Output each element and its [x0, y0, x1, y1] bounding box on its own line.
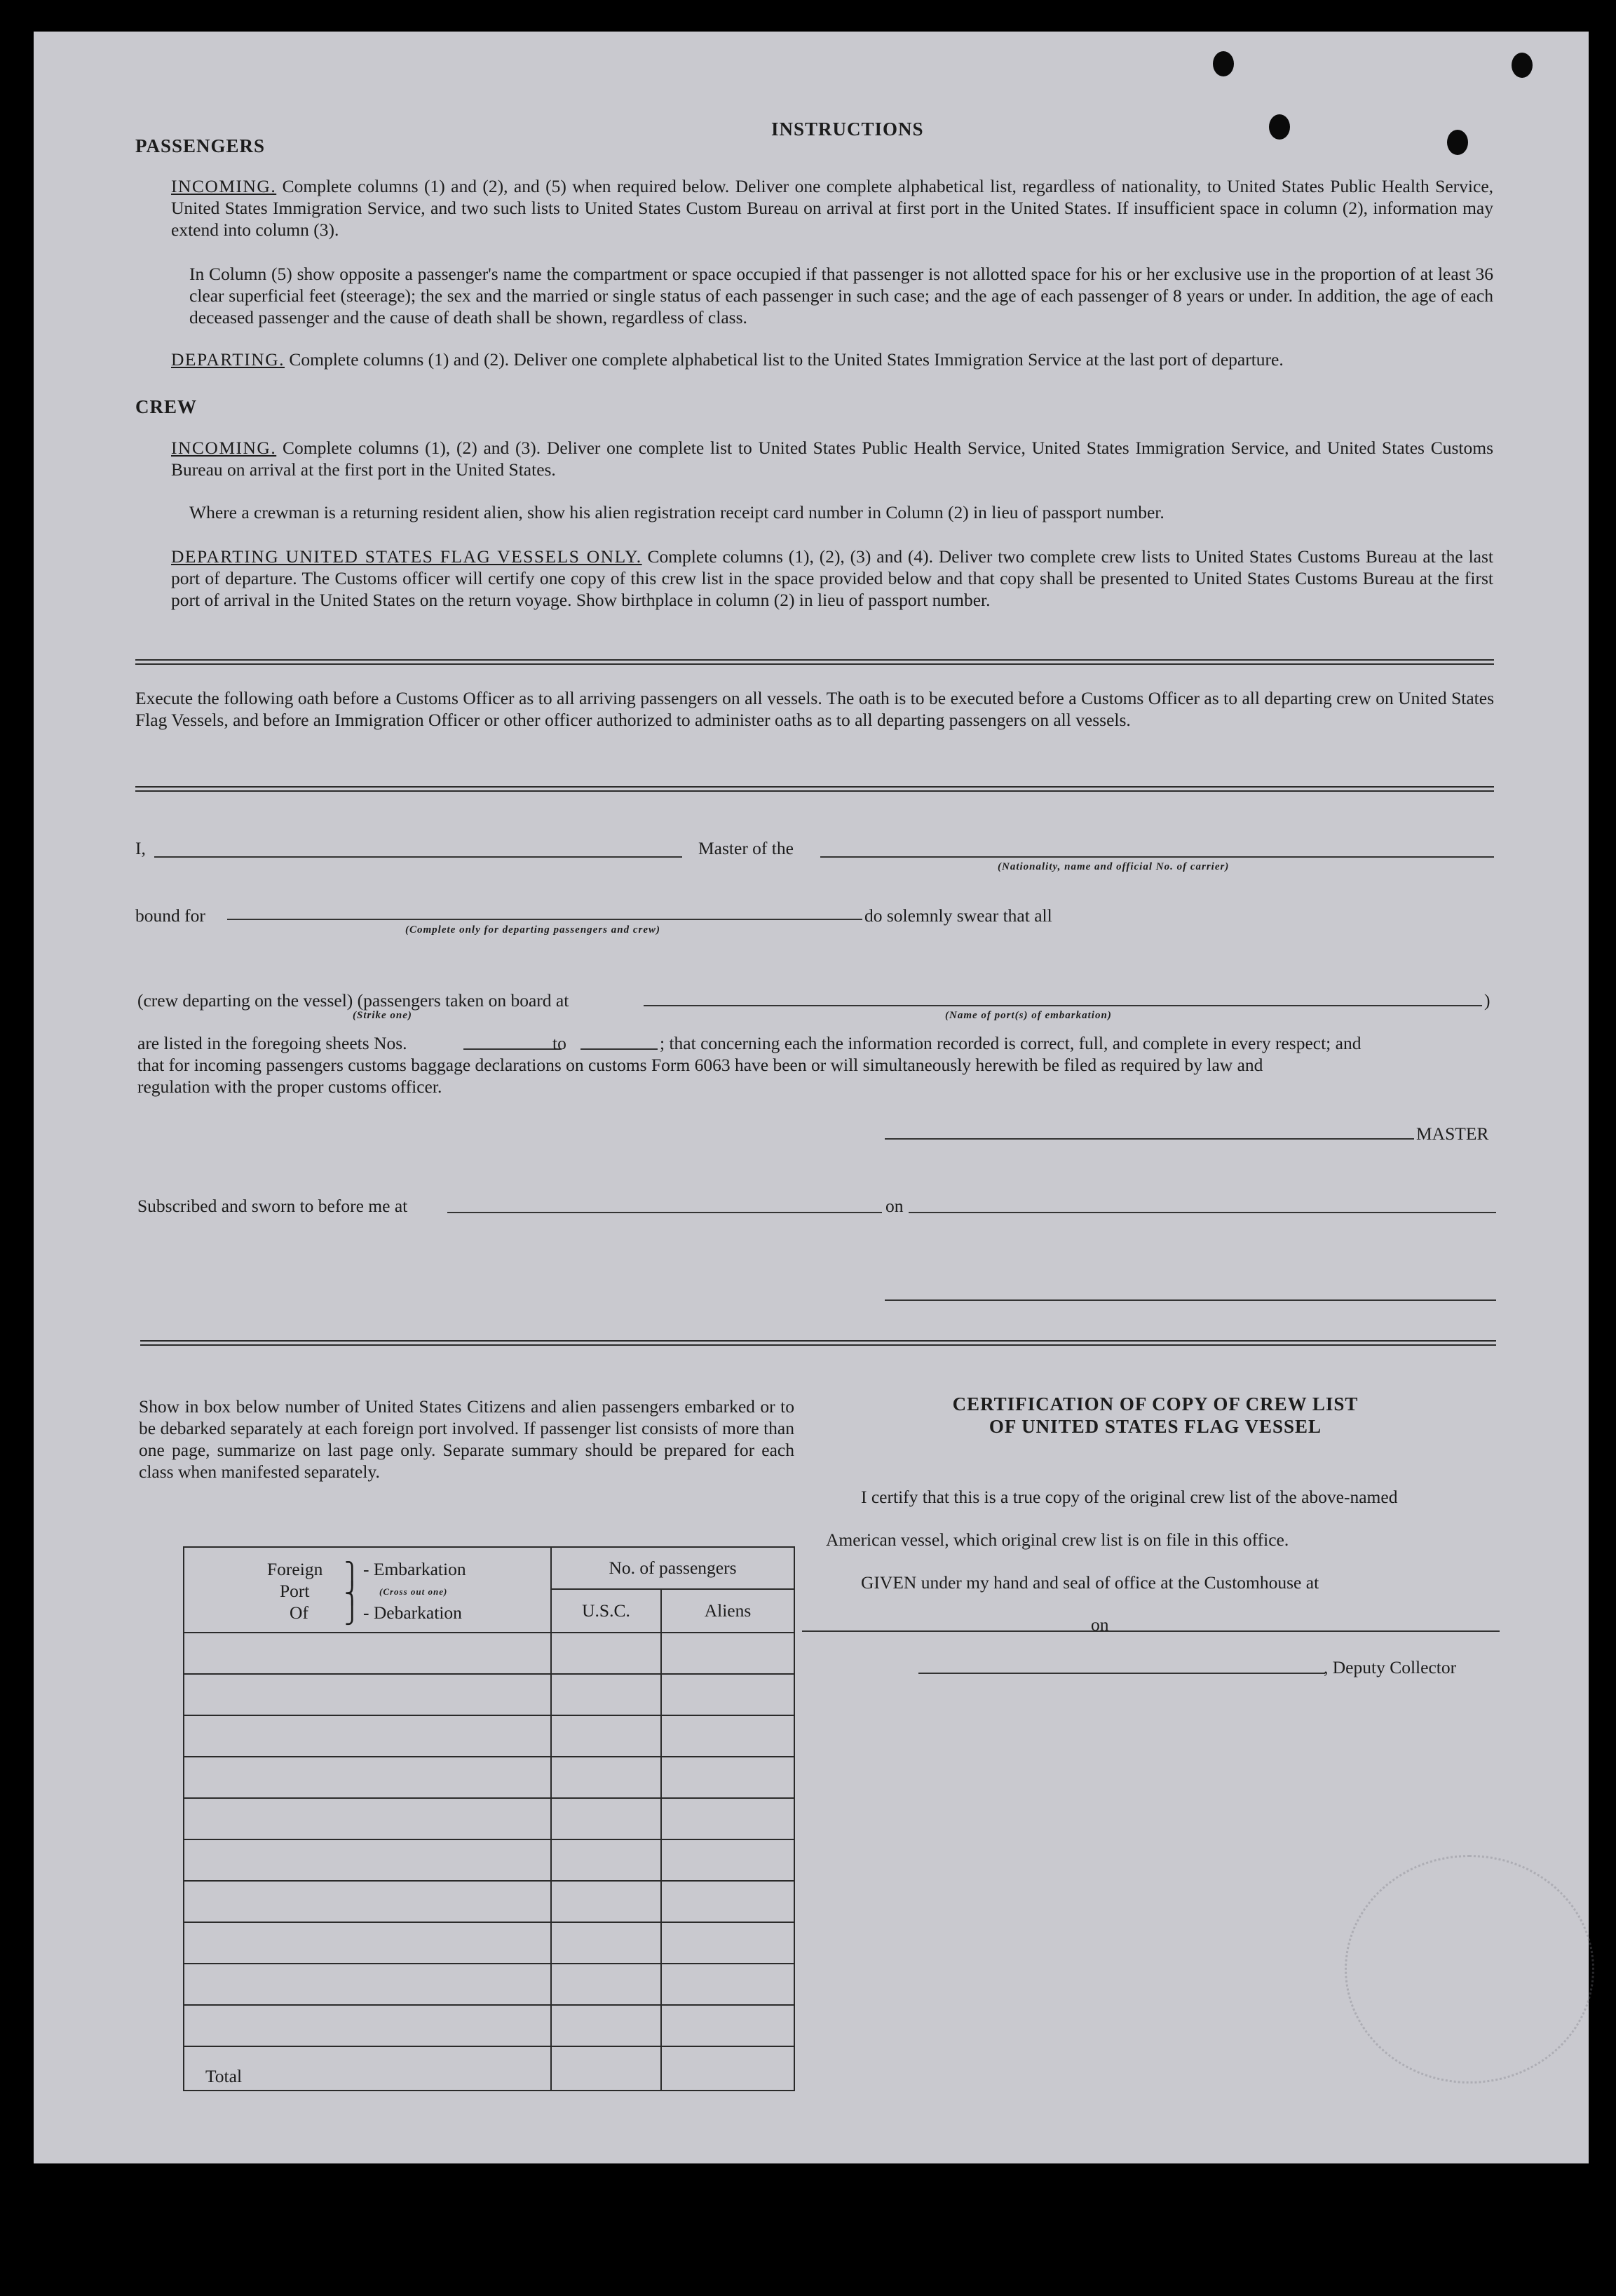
deputy-signature-field[interactable] — [918, 1673, 1325, 1674]
port-label: Port — [280, 1581, 310, 1601]
subscribed-label: Subscribed and sworn to before me at — [137, 1196, 408, 1216]
total-label-cell — [184, 2046, 551, 2091]
aliens-cell[interactable] — [661, 1798, 794, 1839]
sheet-to-field[interactable] — [580, 1048, 658, 1050]
port-cell[interactable] — [184, 1757, 551, 1798]
crew-departing-text: Complete columns (1), (2), (3) and (4). Deliver two complete crew lists to United States Customs Bureau at the last port of departure. The Customs officer will certify one copy of this crew list in the space provided below and that copy shall be presented to United States Customs Bureau at the first port of arrival in the United States on the return voyage. Show birthplace in column (2) in lieu of passport number. — [171, 546, 1493, 610]
sworn-place-field[interactable] — [447, 1212, 882, 1213]
embarkation-ports-field[interactable] — [644, 1005, 1482, 1006]
crew-incoming-paragraph — [171, 437, 1493, 480]
table-row — [184, 1922, 794, 1964]
port-cell[interactable] — [184, 1881, 551, 1922]
passengers-departing-label: DEPARTING. — [171, 349, 285, 370]
summary-instructions: Show in box below number of United States Citizens and alien passengers embarked or to be debarked separately at each foreign port involved. If passenger list consists of more than one page, summarize on last page only. Separate summary should be prepared for each class when manifested separately. — [139, 1396, 794, 1482]
customhouse-field[interactable] — [802, 1630, 1125, 1632]
strike-caption: (Strike one) — [353, 1010, 412, 1021]
total-label: Total — [205, 2066, 243, 2086]
master-name-field[interactable] — [154, 856, 682, 858]
close-paren: ) — [1484, 990, 1491, 1011]
punch-hole — [1213, 51, 1234, 76]
aliens-cell[interactable] — [661, 1922, 794, 1964]
ports-caption: (Name of port(s) of embarkation) — [945, 1010, 1112, 1021]
aliens-header — [661, 1589, 794, 1633]
passengers-incoming-text: Complete columns (1) and (2), and (5) when required below. Deliver one complete alphabetical list, regardless of nationality, to United States Public Health Service, United States Immigration Service, and two such lists to United States Custom Bureau on arrival at first port in the United States. If insufficient space in column (2), information may extend into column (3). — [171, 176, 1494, 240]
table-row — [184, 2005, 794, 2046]
total-row — [184, 2046, 794, 2091]
deputy-collector-label: , Deputy Collector — [1324, 1657, 1457, 1677]
crew-departing-paragraph — [171, 546, 1493, 611]
customs-seal-stamp — [1345, 1855, 1594, 2084]
table-row — [184, 1881, 794, 1922]
port-cell[interactable] — [184, 2005, 551, 2046]
of-label: Of — [290, 1602, 308, 1623]
usc-cell[interactable] — [551, 1881, 661, 1922]
sworn-on-label: on — [885, 1196, 904, 1216]
bound-for-caption: (Complete only for departing passengers and crew) — [405, 924, 660, 936]
usc-cell[interactable] — [551, 1674, 661, 1715]
usc-cell[interactable] — [551, 1757, 661, 1798]
aliens-cell[interactable] — [661, 1881, 794, 1922]
section-divider — [135, 659, 1494, 665]
passengers-incoming-label: INCOMING. — [171, 176, 277, 196]
table-row — [184, 1839, 794, 1881]
oath-line-2: that for incoming passengers customs baggage declarations on customs Form 6063 have been or will simultaneously herewith be filed as required by law and — [137, 1055, 1263, 1075]
usc-cell[interactable] — [551, 1964, 661, 2005]
aliens-cell[interactable] — [661, 2005, 794, 2046]
swear-label: do solemnly swear that all — [864, 905, 1052, 926]
master-of-the-label: Master of the — [698, 838, 794, 858]
port-header-cell — [184, 1547, 551, 1633]
master-label: MASTER — [1416, 1123, 1489, 1144]
punch-hole — [1512, 53, 1533, 78]
crew-heading: CREW — [135, 396, 198, 417]
certification-line3: GIVEN under my hand and seal of office at the Customhouse at — [861, 1572, 1319, 1593]
passengers-incoming-paragraph — [171, 175, 1493, 241]
to-label: to — [552, 1033, 566, 1053]
brace-icon: ⎭ — [344, 1602, 360, 1625]
crew-departing-label: DEPARTING UNITED STATES FLAG VESSELS ONLY. — [171, 546, 642, 567]
crew-departing-label: (crew departing on the vessel) (passengers taken on board at — [137, 990, 569, 1011]
officer-signature-field[interactable] — [885, 1299, 1496, 1301]
usc-label: U.S.C. — [582, 1600, 630, 1621]
certification-on-label: on — [1091, 1614, 1109, 1635]
no-of-passengers-header — [551, 1547, 794, 1589]
table-row — [184, 1633, 794, 1674]
port-cell[interactable] — [184, 1674, 551, 1715]
bound-for-field[interactable] — [227, 919, 862, 920]
port-cell[interactable] — [184, 1715, 551, 1757]
usc-cell[interactable] — [551, 1715, 661, 1757]
table-row — [184, 1964, 794, 2005]
brace-icon: ⎨ — [344, 1582, 360, 1605]
certification-date-field[interactable] — [1117, 1630, 1500, 1632]
aliens-cell[interactable] — [661, 1839, 794, 1881]
punch-hole — [1269, 114, 1290, 140]
usc-cell[interactable] — [551, 1922, 661, 1964]
aliens-cell[interactable] — [661, 1715, 794, 1757]
brace-icon: ⎫ — [344, 1562, 360, 1586]
port-cell[interactable] — [184, 1839, 551, 1881]
cross-out-caption: (Cross out one) — [379, 1586, 448, 1597]
crew-incoming-label: INCOMING. — [171, 438, 277, 458]
master-signature-field[interactable] — [885, 1138, 1414, 1140]
oath-i-label: I, — [135, 838, 146, 858]
bound-for-label: bound for — [135, 905, 205, 926]
usc-total-cell[interactable] — [551, 2046, 661, 2091]
certification-title-line2: OF UNITED STATES FLAG VESSEL — [989, 1416, 1322, 1437]
passengers-heading: PASSENGERS — [135, 135, 266, 156]
crew-incoming-text: Complete columns (1), (2) and (3). Deliver one complete list to United States Public Health Service, United States Immigration Service, and United States Customs Bureau on arrival at the first port in the United States. — [171, 438, 1494, 480]
crew-alien-paragraph: Where a crewman is a returning resident alien, show his alien registration receipt card number in Column (2) in lieu of passport number. — [189, 502, 1165, 522]
certification-line2: American vessel, which original crew list is on file in this office. — [826, 1529, 1289, 1550]
table-row — [184, 1674, 794, 1715]
listed-rest: ; that concerning each the information recorded is correct, full, and complete in every respect; and — [660, 1033, 1362, 1053]
embarkation-label[interactable]: - Embarkation — [363, 1559, 466, 1579]
form-page — [34, 32, 1589, 2163]
passengers-departing-paragraph — [171, 349, 1493, 370]
usc-cell[interactable] — [551, 1633, 661, 1674]
table-row — [184, 1715, 794, 1757]
aliens-cell[interactable] — [661, 1964, 794, 2005]
sheet-from-field[interactable] — [463, 1048, 562, 1050]
passengers-departing-text: Complete columns (1) and (2). Deliver one complete alphabetical list to the United States Immigration Service at the last port of departure. — [289, 349, 1284, 370]
table-row — [184, 1798, 794, 1839]
sworn-date-field[interactable] — [909, 1212, 1496, 1213]
aliens-cell[interactable] — [661, 1757, 794, 1798]
table-row — [184, 1757, 794, 1798]
section-divider — [140, 1340, 1496, 1346]
page-title: INSTRUCTIONS — [771, 119, 924, 140]
debarkation-label[interactable]: - Debarkation — [363, 1602, 462, 1623]
usc-header — [551, 1589, 661, 1633]
port-cell[interactable] — [184, 1964, 551, 2005]
foreign-label: Foreign — [267, 1559, 323, 1579]
section-divider — [135, 786, 1494, 792]
passenger-summary-table — [183, 1546, 795, 2091]
carrier-field[interactable] — [820, 856, 1494, 858]
usc-cell[interactable] — [551, 2005, 661, 2046]
certification-line1: I certify that this is a true copy of the original crew list of the above-named — [861, 1487, 1398, 1507]
aliens-cell[interactable] — [661, 1633, 794, 1674]
usc-cell[interactable] — [551, 1798, 661, 1839]
no-of-passengers-label: No. of passengers — [609, 1558, 737, 1578]
port-cell[interactable] — [184, 1633, 551, 1674]
certification-title-line1: CERTIFICATION OF COPY OF CREW LIST — [952, 1393, 1359, 1414]
aliens-cell[interactable] — [661, 1674, 794, 1715]
aliens-label: Aliens — [704, 1600, 752, 1621]
oath-line-3: regulation with the proper customs officer. — [137, 1076, 442, 1097]
punch-hole — [1447, 130, 1468, 155]
usc-cell[interactable] — [551, 1839, 661, 1881]
passengers-column5-paragraph: In Column (5) show opposite a passenger's name the compartment or space occupied if that passenger is not allotted space for his or her exclusive use in the proportion of at least 36 clear superficial feet (steerage); the sex and the married or single status of each passenger in such case; and the age of each passenger of 8 years or under. In addition, the age of each deceased passenger and the cause of death shall be shown, regardless of class. — [189, 264, 1493, 327]
listed-in-label: are listed in the foregoing sheets Nos. — [137, 1033, 407, 1053]
aliens-total-cell[interactable] — [661, 2046, 794, 2091]
carrier-caption: (Nationality, name and official No. of carrier) — [998, 861, 1230, 872]
port-cell[interactable] — [184, 1922, 551, 1964]
oath-intro: Execute the following oath before a Customs Officer as to all arriving passengers on all vessels. The oath is to be executed before a Customs Officer as to all departing crew on United States Flag Vessels, and before an Immigration Officer or other officer authorized to administer oaths as to all departing passengers on all vessels. — [135, 688, 1494, 730]
port-cell[interactable] — [184, 1798, 551, 1839]
